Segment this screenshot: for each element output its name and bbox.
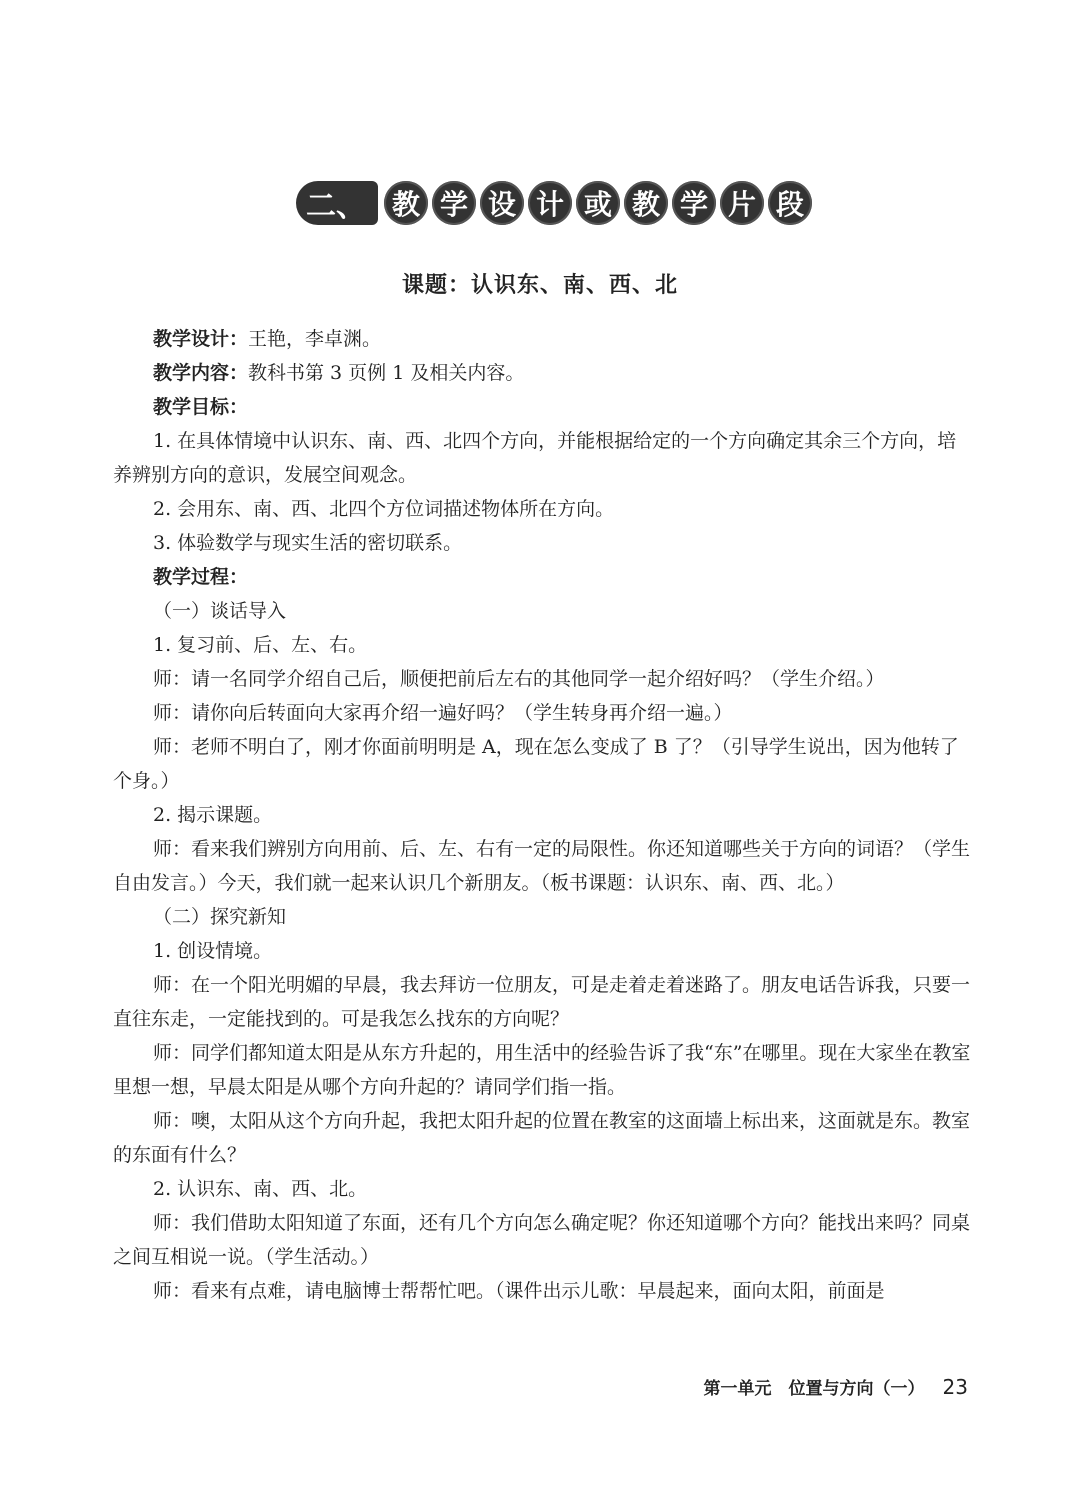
paragraph: 师：老师不明白了，刚才你面前明明是 A，现在怎么变成了 B 了？（引导学生说出，因为他转了个身。） <box>113 736 959 792</box>
page-number: 23 <box>942 1375 968 1399</box>
heading-char: 段 <box>768 181 812 225</box>
design-label: 教学设计： <box>153 328 249 350</box>
paragraph: 1. 创设情境。 <box>153 940 273 962</box>
section-heading <box>296 180 804 226</box>
paragraph: 师：请你向后转面向大家再介绍一遍好吗？（学生转身再介绍一遍。） <box>153 702 733 724</box>
running-footer-unit: 第一单元 位置与方向（一） <box>703 1379 925 1399</box>
heading-char: 学 <box>432 181 476 225</box>
heading-char: 教 <box>384 181 428 225</box>
heading-char: 学 <box>672 181 716 225</box>
lesson-title: 课题：认识东、南、西、北 <box>401 273 678 298</box>
heading-char: 设 <box>480 181 524 225</box>
process-label: 教学过程： <box>153 566 249 588</box>
heading-char: 片 <box>720 181 764 225</box>
paragraph: 2. 认识东、南、西、北。 <box>153 1178 368 1200</box>
content-value: 教科书第 3 页例 1 及相关内容。 <box>248 362 525 384</box>
subsection-heading: （二）探究新知 <box>153 906 287 928</box>
design-value: 王艳，李卓渊。 <box>248 328 382 350</box>
heading-char: 计 <box>528 181 572 225</box>
paragraph: 师：看来有点难，请电脑博士帮帮忙吧。（课件出示儿歌：早晨起来，面向太阳，前面是 <box>153 1280 885 1302</box>
paragraph: 2. 揭示课题。 <box>153 804 273 826</box>
goals-heading <box>113 390 973 424</box>
paragraph: 师：噢，太阳从这个方向升起，我把太阳升起的位置在教室的这面墙上标出来，这面就是东。教室的东面有什么？ <box>113 1110 971 1166</box>
heading-char: 教 <box>624 181 668 225</box>
content-line <box>113 356 973 390</box>
goal-item: 3. 体验数学与现实生活的密切联系。 <box>153 532 463 554</box>
goals-label: 教学目标： <box>153 396 249 418</box>
paragraph: 师：请一名同学介绍自己后，顺便把前后左右的其他同学一起介绍好吗？（学生介绍。） <box>153 668 885 690</box>
heading-char: 或 <box>576 181 620 225</box>
paragraph: 师：我们借助太阳知道了东面，还有几个方向怎么确定呢？你还知道哪个方向？能找出来吗？同桌之间互相说一说。（学生活动。） <box>113 1212 971 1268</box>
design-line <box>113 322 973 356</box>
paragraph: 1. 复习前、后、左、右。 <box>153 634 368 656</box>
content-label: 教学内容： <box>153 362 249 384</box>
goal-item: 1. 在具体情境中认识东、南、西、北四个方向，并能根据给定的一个方向确定其余三个方向，培养辨别方向的意识，发展空间观念。 <box>113 430 957 486</box>
section-number: 二、 <box>296 181 378 225</box>
paragraph: 师：在一个阳光明媚的早晨，我去拜访一位朋友，可是走着走着迷路了。朋友电话告诉我，只要一直往东走，一定能找到的。可是我怎么找东的方向呢？ <box>113 974 971 1030</box>
paragraph: 师：看来我们辨别方向用前、后、左、右有一定的局限性。你还知道哪些关于方向的词语？（学生自由发言。）今天，我们就一起来认识几个新朋友。（板书课题：认识东、南、西、北。） <box>113 838 971 894</box>
goal-item: 2. 会用东、南、西、北四个方位词描述物体所在方向。 <box>153 498 615 520</box>
paragraph: 师：同学们都知道太阳是从东方升起的，用生活中的经验告诉了我“东”在哪里。现在大家坐在教室里想一想，早晨太阳是从哪个方向升起的？请同学们指一指。 <box>113 1042 971 1098</box>
page-footer <box>0 1374 968 1399</box>
process-heading <box>113 560 973 594</box>
subsection-heading: （一）谈话导入 <box>153 600 287 622</box>
body-text <box>113 322 973 1308</box>
section-heading-chars <box>384 181 812 225</box>
